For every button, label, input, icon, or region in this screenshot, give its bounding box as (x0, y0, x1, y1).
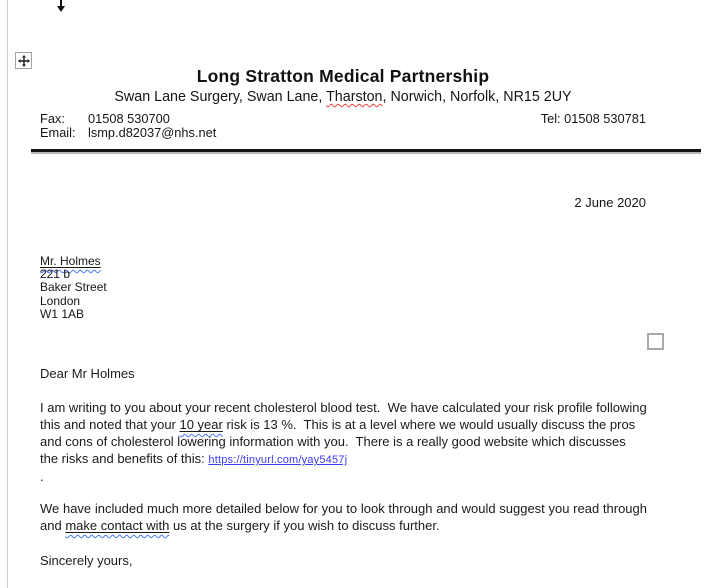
down-arrow-icon (56, 0, 66, 13)
page-edge-line (7, 0, 8, 588)
recipient-name: Mr. Holmes (40, 254, 101, 268)
para2-text-pre: We have included much more detailed below for you to look through and would suggest you read through and (40, 501, 651, 533)
email-label: Email: (40, 124, 76, 140)
body-paragraph-1 (40, 399, 651, 469)
practice-address (40, 89, 646, 105)
letter-date: 2 June 2020 (574, 195, 646, 210)
grammar-marked-phrase: 10 year (179, 417, 223, 432)
table-move-handle[interactable] (15, 52, 32, 69)
recipient-line: Baker Street (40, 280, 107, 295)
recipient-line: 221 b (40, 267, 71, 282)
recipient-line: London (40, 293, 81, 308)
body-paragraph-2 (40, 500, 651, 534)
email-row (40, 126, 646, 140)
para1-text-mid: risk is 13 %. This is at a level where we would usually discuss the pros and cons of cholesterol lowering information with you. There is a really good website which discusses the risks and benefits of this: (40, 417, 639, 466)
tinyurl-hyperlink[interactable]: https://tinyurl.com/yay5457j (208, 454, 348, 466)
empty-checkbox[interactable] (647, 333, 664, 350)
para2-text-post: us at the surgery if you wish to discuss further. (169, 518, 440, 533)
recipient-line: W1 1AB (40, 306, 85, 321)
practice-address-post: , Norwich, Norfolk, NR15 2UY (382, 89, 572, 105)
fax-value: 01508 530700 (88, 111, 170, 126)
header-divider (31, 149, 701, 152)
recipient-address (40, 255, 107, 321)
fax-row (40, 112, 646, 126)
tel-value: Tel: 01508 530781 (540, 111, 646, 126)
practice-name: Long Stratton Medical Partnership (196, 66, 490, 86)
stray-period: . (40, 469, 44, 484)
email-value: lsmp.d82037@nhs.net (88, 124, 217, 140)
move-cross-icon (18, 55, 30, 67)
grammar-marked-phrase: make contact with (65, 518, 170, 533)
misspelled-word: Tharston (326, 89, 383, 105)
para1-text-pre: I am writing to you about your recent cholesterol blood test. We have calculated your risk profile following this and noted that your (40, 400, 651, 432)
salutation: Dear Mr Holmes (40, 366, 135, 381)
contact-block (40, 112, 646, 140)
fax-label: Fax: (40, 111, 65, 126)
practice-address-pre: Swan Lane Surgery, Swan Lane, (114, 89, 327, 105)
closing-line: Sincerely yours, (40, 553, 133, 568)
